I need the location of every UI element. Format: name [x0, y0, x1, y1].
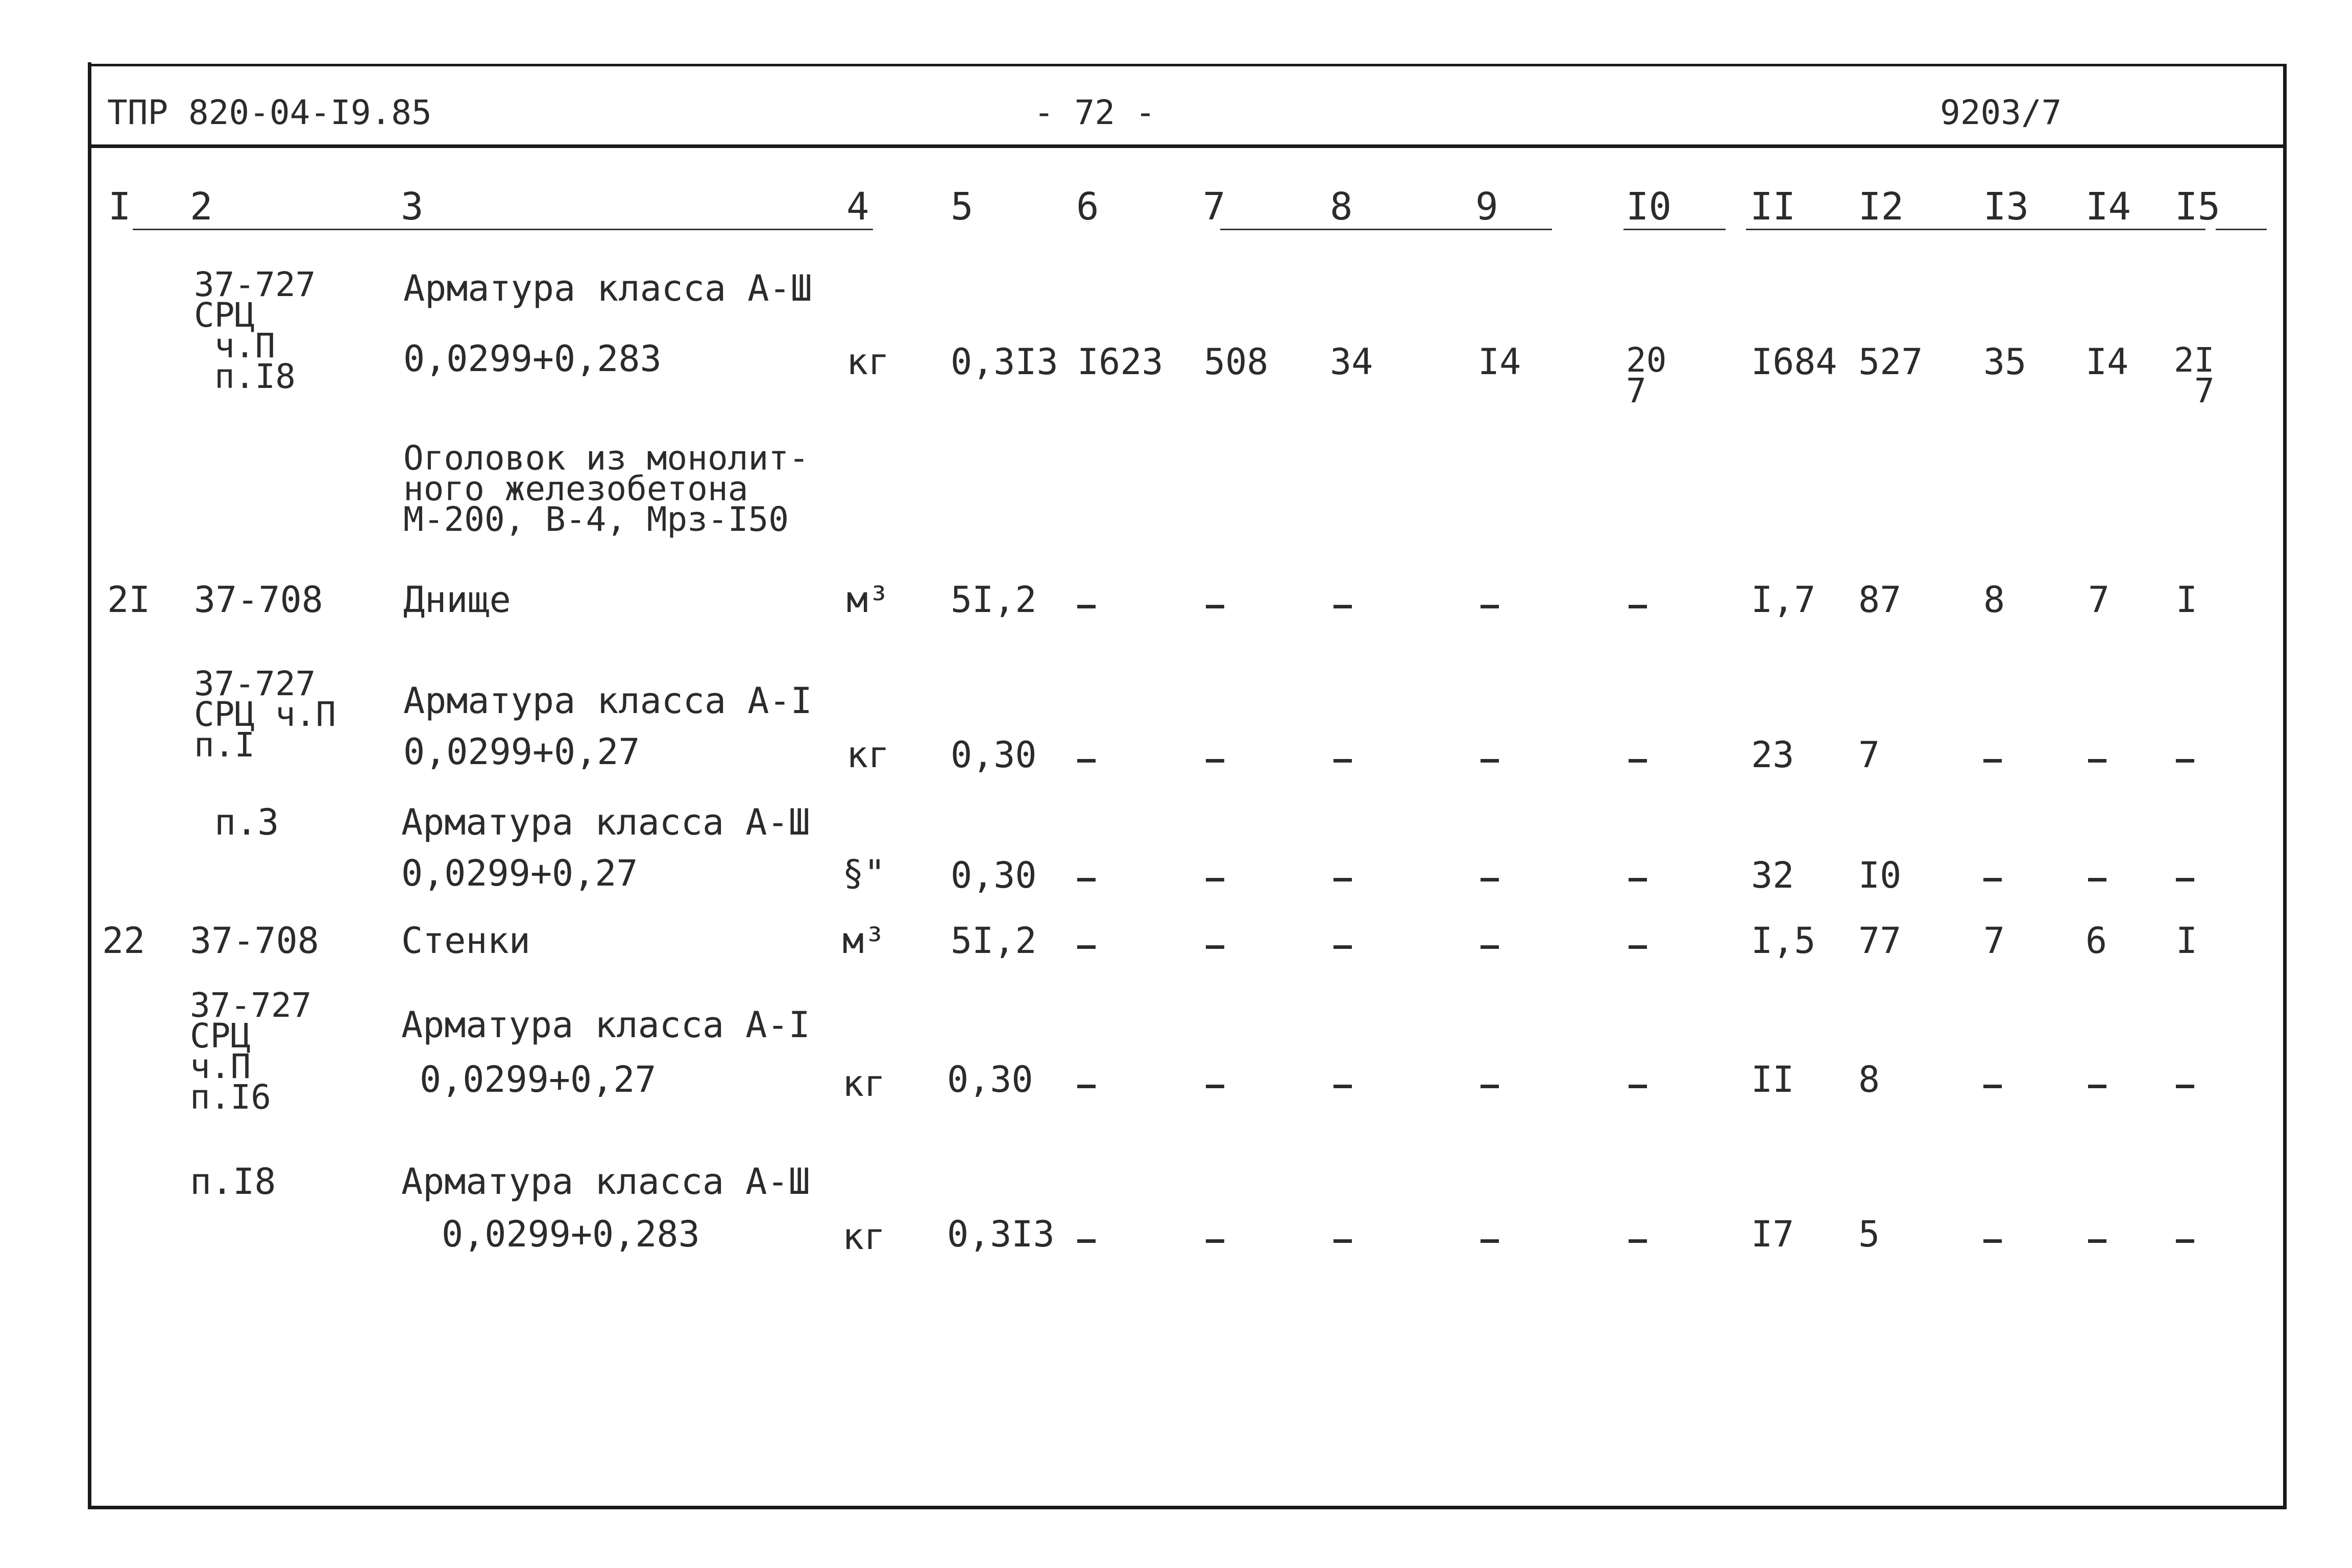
section-line: Оголовок из монолит-	[403, 438, 809, 478]
row-unit: м³	[846, 579, 890, 621]
row-c12: 7	[1858, 734, 1880, 776]
empty-dash	[2088, 1239, 2106, 1243]
empty-dash	[1077, 945, 1096, 949]
empty-dash	[1077, 878, 1096, 881]
row-c12: 77	[1858, 920, 1902, 962]
section-heading	[403, 438, 809, 539]
column-number-13: I3	[1983, 185, 2029, 229]
empty-dash	[1629, 605, 1647, 608]
empty-dash	[2088, 1085, 2106, 1088]
column-number-5: 5	[951, 185, 974, 229]
row-unit: §"	[842, 852, 886, 894]
column-number-1: I	[108, 185, 131, 229]
header-divider	[88, 144, 2287, 148]
frame-right-border	[2283, 65, 2287, 1509]
row-number: 22	[102, 920, 146, 962]
row-c15: I	[2176, 920, 2198, 962]
empty-dash	[1077, 1239, 1096, 1243]
row-code	[190, 986, 312, 1117]
row-c5: 5I,2	[951, 920, 1037, 962]
code-line: СРЦ	[194, 296, 255, 335]
code-line: 37-727	[194, 664, 316, 703]
row-formula: 0,0299+0,27	[420, 1059, 657, 1100]
row-c13: 8	[1983, 579, 2005, 621]
row-name: Арматура класса А-Ш	[403, 267, 812, 309]
frame-bottom-border	[88, 1506, 2287, 1509]
empty-dash	[1333, 1239, 1352, 1243]
row-c11: I,7	[1751, 579, 1816, 621]
empty-dash	[1206, 945, 1224, 949]
row-c5: 0,30	[947, 1059, 1033, 1100]
row-name: Арматура класса А-Ш	[401, 1161, 810, 1203]
row-c12: 5	[1858, 1213, 1880, 1255]
frame-left-border	[88, 62, 91, 1509]
row-c9: I4	[1478, 341, 1521, 383]
row-c7: 508	[1204, 341, 1269, 383]
row-name: Арматура класса А-I	[403, 680, 812, 722]
empty-dash	[2176, 759, 2194, 763]
empty-dash	[1983, 878, 2002, 881]
code-line: п.I6	[190, 1077, 271, 1117]
column-number-7: 7	[1203, 185, 1226, 229]
row-c11: I,5	[1751, 920, 1816, 962]
sheet-code: 9203/7	[1940, 93, 2062, 132]
row-c11: II	[1751, 1059, 1795, 1100]
row-c8: 34	[1330, 341, 1373, 383]
column-number-12: I2	[1858, 185, 1904, 229]
row-number: 2I	[107, 579, 151, 621]
section-line: М-200, В-4, Мрз-I50	[403, 500, 789, 539]
c15-line: 7	[2194, 371, 2215, 410]
row-c14: 6	[2086, 920, 2107, 962]
row-code: 37-708	[190, 920, 319, 962]
column-number-2: 2	[190, 185, 213, 229]
code-line: п.I	[194, 725, 255, 765]
column-header-rule	[133, 229, 873, 230]
code-line: п.I8	[214, 357, 296, 396]
empty-dash	[1983, 1085, 2002, 1088]
row-formula: 0,0299+0,283	[442, 1213, 700, 1255]
row-c13: 35	[1983, 341, 2027, 383]
empty-dash	[1629, 759, 1647, 763]
row-c11: 23	[1751, 734, 1795, 776]
row-formula: 0,0299+0,27	[401, 852, 638, 894]
row-name: Днище	[403, 579, 511, 621]
row-c5: 0,30	[951, 854, 1037, 896]
row-c6: I623	[1077, 341, 1163, 383]
row-code: п.3	[214, 801, 279, 843]
c10-line: 20	[1626, 340, 1667, 380]
row-formula: 0,0299+0,283	[403, 338, 662, 380]
empty-dash	[2176, 1085, 2194, 1088]
row-c15: I	[2176, 579, 2198, 621]
row-unit: кг	[846, 341, 890, 383]
column-number-15: I5	[2175, 185, 2221, 229]
row-name: Арматура класса А-I	[401, 1004, 810, 1046]
page-number: - 72 -	[1034, 93, 1156, 132]
row-name: Стенки	[401, 920, 530, 962]
row-c12: 87	[1858, 579, 1902, 621]
column-number-11: II	[1750, 185, 1796, 229]
column-number-8: 8	[1330, 185, 1353, 229]
empty-dash	[1333, 878, 1352, 881]
empty-dash	[2088, 759, 2106, 763]
row-c14: I4	[2086, 341, 2129, 383]
empty-dash	[2088, 878, 2106, 881]
row-unit: м³	[842, 920, 886, 962]
row-unit: кг	[846, 734, 890, 776]
column-header-rule	[2216, 229, 2267, 230]
row-c12: 8	[1858, 1059, 1880, 1100]
row-c12: 527	[1858, 341, 1923, 383]
section-line: ного железобетона	[403, 469, 748, 508]
row-c14: 7	[2088, 579, 2110, 621]
empty-dash	[2176, 1239, 2194, 1243]
empty-dash	[1077, 605, 1096, 608]
row-c11: I684	[1751, 341, 1837, 383]
empty-dash	[1629, 1239, 1647, 1243]
column-header-rule	[1746, 229, 2205, 230]
empty-dash	[1206, 1239, 1224, 1243]
frame-top-border	[88, 64, 2287, 66]
empty-dash	[1206, 1085, 1224, 1088]
empty-dash	[1481, 759, 1499, 763]
row-c10	[1626, 340, 1667, 410]
empty-dash	[1629, 878, 1647, 881]
empty-dash	[1983, 1239, 2002, 1243]
column-number-4: 4	[846, 185, 869, 229]
empty-dash	[1481, 605, 1499, 608]
row-code	[194, 265, 316, 396]
column-number-6: 6	[1076, 185, 1099, 229]
row-c11: 32	[1751, 854, 1795, 896]
column-number-10: I0	[1626, 185, 1672, 229]
code-line: 37-727	[190, 986, 312, 1025]
column-number-9: 9	[1475, 185, 1498, 229]
empty-dash	[1206, 759, 1224, 763]
empty-dash	[1206, 878, 1224, 881]
row-c11: I7	[1751, 1213, 1795, 1255]
empty-dash	[1481, 945, 1499, 949]
code-line: ч.П	[190, 1047, 251, 1086]
row-c5: 5I,2	[951, 579, 1037, 621]
column-number-14: I4	[2086, 185, 2131, 229]
column-header-rule	[1220, 229, 1552, 230]
row-c15	[2174, 340, 2215, 410]
empty-dash	[1333, 945, 1352, 949]
empty-dash	[1481, 878, 1499, 881]
empty-dash	[1333, 759, 1352, 763]
c10-line: 7	[1626, 371, 1646, 410]
empty-dash	[1481, 1085, 1499, 1088]
document-code: ТПР 820-04-I9.85	[107, 93, 432, 132]
column-number-3: 3	[401, 185, 424, 229]
row-code: 37-708	[194, 579, 323, 621]
empty-dash	[2176, 878, 2194, 881]
empty-dash	[1077, 1085, 1096, 1088]
empty-dash	[1333, 605, 1352, 608]
row-unit: кг	[842, 1063, 886, 1105]
row-c13: 7	[1983, 920, 2005, 962]
empty-dash	[1481, 1239, 1499, 1243]
empty-dash	[1629, 1085, 1647, 1088]
row-c5: 0,3I3	[947, 1213, 1055, 1255]
row-unit: кг	[842, 1216, 886, 1258]
code-line: 37-727	[194, 265, 316, 304]
empty-dash	[1629, 945, 1647, 949]
c15-line: 2I	[2174, 340, 2215, 380]
column-header-rule	[1623, 229, 1726, 230]
empty-dash	[1983, 759, 2002, 763]
row-code: п.I8	[190, 1161, 276, 1203]
row-code	[194, 664, 336, 765]
code-line: СРЦ ч.П	[194, 695, 336, 734]
empty-dash	[1077, 759, 1096, 763]
row-c5: 0,3I3	[951, 341, 1058, 383]
empty-dash	[1206, 605, 1224, 608]
row-name: Арматура класса А-Ш	[401, 801, 810, 843]
row-c12: I0	[1858, 854, 1902, 896]
code-line: ч.П	[214, 326, 276, 365]
row-formula: 0,0299+0,27	[403, 731, 640, 773]
row-c5: 0,30	[951, 734, 1037, 776]
empty-dash	[1333, 1085, 1352, 1088]
code-line: СРЦ	[190, 1016, 251, 1056]
